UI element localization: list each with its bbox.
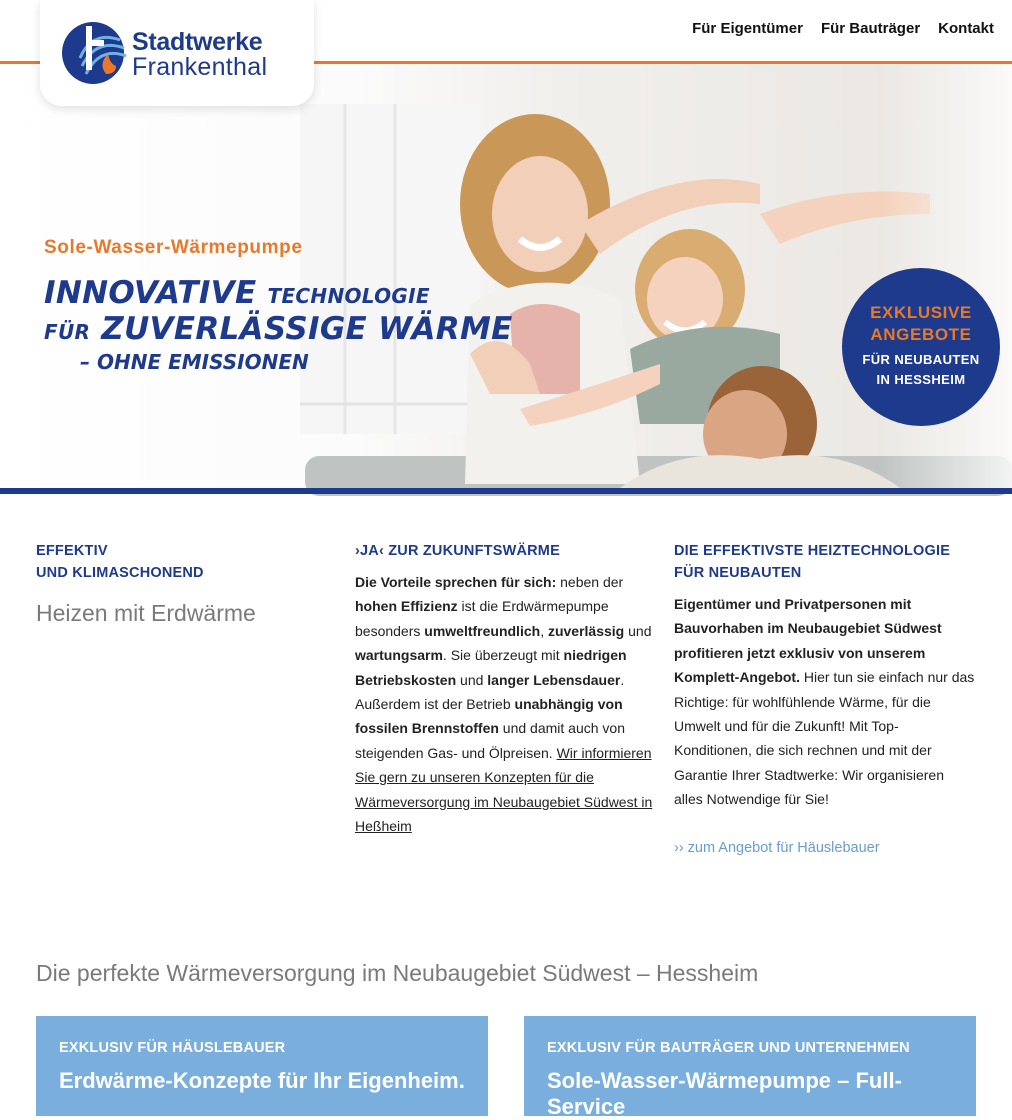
exclusive-offer-badge[interactable] [842,268,1000,426]
col2-text-run: und [456,671,488,688]
col3-bold-run: Eigentümer und Privatpersonen mit Bauvorhaben im Neubaugebiet Südwest profitieren jetzt exklusiv von unserem Komplett-Angebot. [674,596,942,686]
col2-text-run: ist die Erdwärmepumpe besonders [355,598,609,639]
col2-text-run: . Sie überzeugt mit [442,647,564,664]
col2-bold-run: zuverlässig [547,622,625,639]
hero-title-waerme: ZUVERLÄSSIGE WÄRME [101,310,513,347]
badge-line3: FÜR NEUBAUTEN [862,352,980,368]
card-kicker: EXKLUSIV FÜR BAUTRÄGER UND UNTERNEHMEN [547,1040,910,1056]
stadtwerke-logo-icon [60,18,130,88]
col1-subtitle: Heizen mit Erdwärme [36,600,256,626]
column-zukunftswaerme [355,540,657,838]
col2-text-run: und damit auch von steigenden Gas- und Ölpreisen. [355,720,625,761]
angebot-haeuslebauer-link[interactable]: ›› zum Angebot für Häuslebauer [674,839,880,856]
hero-title-technologie: TECHNOLOGIE [267,284,430,308]
badge-line4: IN HESSHEIM [876,372,966,388]
nav-eigentuemer[interactable]: Für Eigentümer [692,20,803,37]
col1-heading: EFFEKTIV UND KLIMASCHONEND [36,543,204,581]
col2-bold-run: niedrigen Betriebskosten [355,647,627,688]
hero-bottom-bar [0,488,1012,494]
section-title: Die perfekte Wärmeversorgung im Neubaugebiet Südwest – Hessheim [36,960,759,986]
col2-info-link[interactable]: Wir informieren Sie gern zu unseren Konzepten für die Wärmeversorgung im Neubaugebiet Südwest in Heßheim [355,744,653,835]
card-kicker: EXKLUSIV FÜR HÄUSLEBAUER [59,1040,286,1056]
hero-title-fuer: FÜR [44,319,91,344]
col3-heading: DIE EFFEKTIVSTE HEIZTECHNOLOGIE FÜR NEUBAUTEN [674,543,951,581]
col2-text-run: und [624,622,652,639]
nav-bautraeger[interactable]: Für Bauträger [820,20,921,37]
nav-kontakt[interactable]: Kontakt [938,20,994,37]
hero-kicker: Sole-Wasser-Wärmepumpe [44,237,303,258]
card-bautraeger[interactable] [524,1016,976,1119]
col2-bold-run: hohen Effizienz [355,598,458,615]
col3-text [674,592,976,812]
logo-line2: Frankenthal [132,53,268,81]
col2-text-run: . Außerdem ist der Betrieb [355,671,625,713]
hero-headline [44,276,513,374]
col2-text-run: neben der [556,574,624,590]
badge-line1: EXKLUSIVE [870,303,972,322]
main-nav [692,20,994,37]
card-title: Erdwärme-Konzepte für Ihr Eigenheim. [59,1068,465,1093]
card-title: Sole-Wasser-Wärmepumpe – Full-Service [547,1068,902,1119]
col2-bold-run: umweltfreundlich [424,622,541,639]
logo[interactable] [40,0,314,106]
col3-text-run: Hier tun sie einfach nur das Richtige: für wohlfühlende Wärme, für die Umwelt und für die Zukunft! Mit Top-Konditionen, die sich rechnen und mit der Garantie Ihrer Stadtwerke: Wir organisieren alles Notwendige für Sie! [674,669,975,808]
hero-title-innovative: INNOVATIVE [44,275,257,311]
col2-bold-run: wartungsarm [355,647,443,664]
badge-line2: ANGEBOTE [870,325,972,345]
col2-bold-run: unabhängig von fossilen Brennstoffen [355,696,623,737]
col2-bold-run: langer Lebensdauer [487,671,621,688]
col2-bold-run: Die Vorteile sprechen für sich: [355,574,557,590]
col2-text [355,570,657,838]
logo-wordmark [132,30,267,80]
hero-banner [0,64,1012,488]
hero-title-emissionen: – OHNE EMISSIONEN [80,350,309,375]
card-haeuslebauer[interactable] [36,1016,488,1116]
column-heiztechnologie [674,540,976,856]
col2-text-run: , [540,622,548,639]
logo-line1: Stadtwerke [132,28,263,56]
col2-heading: ›JA‹ ZUR ZUKUNFTSWÄRME [355,543,560,559]
column-effektiv [36,540,338,627]
